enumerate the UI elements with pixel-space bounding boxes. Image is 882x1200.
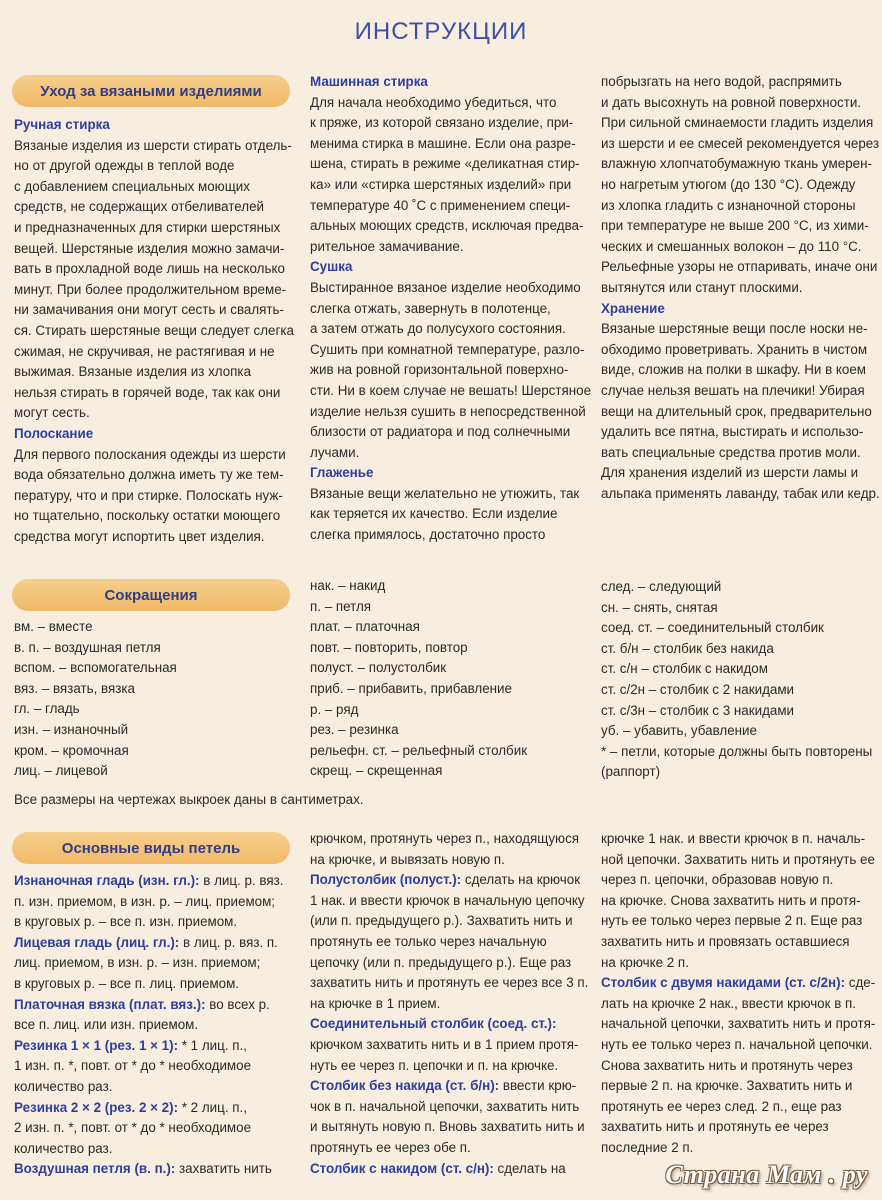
rinse-text [14, 445, 294, 548]
stitch-description: и вытянуть новую п. Вновь захватить нить и [310, 1119, 585, 1135]
text-line [601, 911, 873, 932]
text-line: виде, сложив на полки в шкафу. Ни в коем [601, 362, 867, 378]
text-line [14, 953, 296, 974]
text-line: ст. б/н – столбик без накида [601, 640, 774, 656]
text-line [601, 829, 873, 850]
text-line [14, 871, 296, 892]
text-line: плат. – платочная [310, 619, 420, 635]
hand-wash-title: Ручная стирка [14, 117, 110, 132]
stitch-description: в лиц. р. вяз. п. [179, 934, 278, 950]
stitch-description: захватить нить и провязать оставшиеся [601, 933, 850, 949]
text-line: лиц. – лицевой [14, 763, 108, 779]
stitch-description: захватить нить и протянуть ее через все 3 п. [310, 975, 589, 991]
text-line: Выстиранное вязаное изделие необходимо [310, 279, 581, 295]
text-line: к пряже, из которой связано изделие, при- [310, 115, 574, 131]
text-line [601, 1117, 873, 1138]
text-line: температуре 40 ˚С с применением специ- [310, 197, 571, 213]
stitch-description: нуть ее только через первые 2 п. Еще раз [601, 913, 863, 929]
stitch-description: цепочку (или п. предыдущего р.). Еще раз [310, 954, 572, 970]
text-line [14, 933, 296, 954]
text-line [310, 1035, 592, 1056]
text-line: (раппорт) [601, 764, 661, 780]
text-line: ст. с/2н – столбик с 2 накидами [601, 681, 795, 697]
care-column-1 [14, 115, 294, 547]
stitch-description: первые 2 п. на крючке. Захватить нить и [601, 1078, 853, 1094]
stitch-term: Лицевая гладь (лиц. гл.): [14, 934, 180, 950]
stitch-description: чок в п. начальной цепочки, захватить нить [310, 1098, 580, 1114]
stitch-description: в круговых р. – все п. лиц. приемом. [14, 975, 240, 991]
text-line: рельефн. ст. – рельефный столбик [310, 742, 528, 758]
text-line: ка» или «стирка шерстяных изделий» при [310, 176, 572, 192]
text-line [601, 994, 873, 1015]
text-line [14, 1077, 296, 1098]
text-line: вм. – вместе [14, 619, 93, 634]
text-line [310, 829, 592, 850]
text-line [310, 891, 592, 912]
stitch-description: протянуть ее только через начальную [310, 933, 547, 949]
text-line: ст. с/3н – столбик с 3 накидами [601, 702, 795, 718]
text-line: но тщательно, поскольку остатки моющего [14, 508, 281, 524]
stitch-term: Изнаночная гладь (изн. гл.): [14, 873, 200, 888]
text-line [310, 1097, 592, 1118]
text-line [601, 1097, 873, 1118]
stitch-description: захватить нить [175, 1161, 272, 1177]
stitch-description: во всех р. [205, 996, 270, 1012]
text-line: сн. – снять, снятая [601, 599, 718, 615]
stitch-description: на крючке. Снова захватить нить и протя- [601, 892, 861, 908]
text-line [601, 973, 876, 994]
abbreviations-heading: Сокращения [104, 586, 198, 604]
text-line: лучами. [310, 444, 360, 460]
care-column-2 [310, 72, 592, 546]
text-line: повт. – повторить, повтор [310, 639, 468, 655]
text-line: но нагретым утюгом (до 130 °С). Одежду [601, 176, 856, 192]
stitch-description: Снова захватить нить и протянуть через [601, 1057, 853, 1073]
text-line [310, 1076, 592, 1097]
stitch-term: Воздушная петля (в. п.): [14, 1161, 176, 1177]
text-line: вещей. Шерстяные изделия можно замачи- [14, 240, 285, 256]
stitch-description: на крючке 2 п. [601, 954, 689, 970]
text-line: из хлопка гладить с изнаночной стороны [601, 197, 856, 213]
stitch-description: количество раз. [14, 1078, 113, 1094]
stitch-description: * 2 лиц. п., [178, 1099, 247, 1115]
text-line: рез. – резинка [310, 722, 399, 738]
ironing-continued-text [601, 72, 880, 299]
text-line [310, 932, 592, 953]
text-line: Для хранения изделий из шерсти ламы и [601, 465, 859, 481]
text-line: Рельефные узоры не отпаривать, иначе они [601, 259, 878, 275]
stitch-term: Полустолбик (полуст.): [310, 872, 462, 888]
text-line [14, 1118, 296, 1139]
stitch-term: Соединительный столбик (соед. ст.): [310, 1016, 557, 1032]
text-line: при температуре не выше 200 °С, из хими- [601, 218, 869, 234]
stitches-column-1 [14, 871, 296, 1180]
text-line: вытянутся или станут плоскими. [601, 279, 803, 295]
text-line: средств, не содержащих отбеливателей [14, 199, 265, 215]
text-line [14, 1159, 296, 1180]
text-line: ни замачивания они могут сесть и свалять- [14, 302, 284, 318]
text-line: вать специальные средства против моли. [601, 444, 861, 460]
storage-text [601, 319, 880, 504]
stitch-description: начальной цепочки, захватить нить и протя- [601, 1016, 876, 1032]
stitch-description: сделать на крючок [461, 872, 581, 888]
abbreviations-column-1 [14, 617, 294, 782]
care-heading: Уход за вязаными изделиями [40, 82, 262, 100]
text-line [601, 1076, 873, 1097]
site-watermark: Страна Мам . ру [665, 1160, 868, 1189]
text-line [14, 1056, 296, 1077]
text-line: близости от радиатора и под солнечными [310, 424, 571, 440]
text-line: изн. – изнаночный [14, 721, 129, 737]
text-line: скрещ. – скрещенная [310, 763, 443, 779]
text-line: сжимая, не скручивая, не растягивая и не [14, 343, 275, 359]
stitches-heading-pill [12, 832, 290, 864]
text-line: Вязаные изделия из шерсти стирать отдель- [14, 137, 292, 153]
drying-title: Сушка [310, 259, 353, 275]
stitch-description: протянуть ее через обе п. [310, 1139, 471, 1155]
text-line [601, 1014, 876, 1035]
stitch-description: сде- [845, 975, 876, 991]
text-line: из шерсти и ее смесей рекомендуется через [601, 135, 880, 151]
text-line [14, 912, 296, 933]
stitch-description: лать на крючке 2 нак., ввести крючок в п. [601, 995, 857, 1011]
text-line: сти. Ни в коем случае не вешать! Шерстяное [310, 382, 592, 398]
text-line: шена, стирать в режиме «деликатная стир- [310, 156, 580, 172]
text-line [310, 850, 592, 871]
stitch-description: * 1 лиц. п., [178, 1037, 247, 1053]
text-line: ст. с/н – столбик с накидом [601, 661, 768, 677]
ironing-text [310, 484, 592, 546]
text-line: с добавлением специальных моющих [14, 178, 250, 194]
text-line: п. – петля [310, 598, 372, 614]
rinse-title: Полоскание [14, 425, 94, 441]
text-line [310, 994, 592, 1015]
text-line [14, 1139, 296, 1160]
stitch-description: на крючке в 1 прием. [310, 995, 441, 1011]
stitch-description: захватить нить и протянуть ее через [601, 1119, 829, 1135]
stitch-description: протянуть ее через след. 2 п., еще раз [601, 1098, 842, 1114]
text-line [601, 870, 873, 891]
text-line: вяз. – вязать, вязка [14, 680, 135, 696]
stitches-column-2 [310, 829, 592, 1179]
abbreviations-heading-pill [12, 579, 290, 611]
text-line: гл. – гладь [14, 701, 80, 717]
drying-text [310, 278, 592, 463]
text-line [14, 892, 296, 913]
text-line [310, 1159, 592, 1180]
text-line: удалить все пятна, выстирать и использо- [601, 424, 864, 440]
stitch-description: крючке 1 нак. и ввести крючок в п. началь- [601, 831, 866, 846]
stitch-description: (или п. предыдущего р.). Захватить нить и [310, 913, 573, 929]
care-heading-pill [12, 75, 290, 107]
text-line: жив на ровной горизонтальной поверхно- [310, 362, 569, 378]
text-line: а затем отжать до полусухого состояния. [310, 321, 566, 337]
stitch-description: 1 нак. и ввести крючок в начальную цепочку [310, 892, 585, 908]
stitch-description: на крючке, и вывязать новую п. [310, 851, 505, 867]
text-line: Вязаные вещи желательно не утюжить, так [310, 485, 580, 501]
machine-wash-text [310, 93, 592, 258]
text-line: изделие нельзя сушить в непосредственной [310, 403, 586, 419]
stitch-description: крючком захватить нить и в 1 прием протя- [310, 1036, 579, 1052]
machine-wash-title: Машинная стирка [310, 74, 428, 89]
text-line: альпака применять лаванду, табак или кедр. [601, 485, 880, 501]
text-line [14, 1036, 296, 1057]
text-line: ся. Стирать шерстяные вещи следует слегка [14, 322, 294, 338]
text-line: альных моющих средств, исключая предва- [310, 218, 584, 234]
text-line [601, 953, 873, 974]
text-line [310, 973, 592, 994]
stitch-term: Столбик с накидом (ст. с/н): [310, 1160, 494, 1176]
text-line: вещи на длительный срок, предварительно [601, 403, 872, 419]
stitch-term: Столбик с двумя накидами (ст. с/2н): [601, 975, 846, 991]
hand-wash-text [14, 136, 294, 424]
text-line: могут сесть. [14, 405, 90, 421]
ironing-title: Глаженье [310, 465, 374, 481]
stitches-column-3 [601, 829, 876, 1159]
text-line: кром. – кромочная [14, 742, 129, 758]
stitch-term: Столбик без накида (ст. б/н): [310, 1078, 500, 1094]
text-line: При сильной сминаемости гладить изделия [601, 115, 874, 131]
text-line: уб. – убавить, убавление [601, 723, 757, 739]
stitch-term: Платочная вязка (плат. вяз.): [14, 996, 206, 1012]
text-line: ческих и смешанных волокон – до 110 °С. [601, 238, 862, 254]
text-line [14, 1015, 296, 1036]
text-line [310, 1014, 592, 1035]
text-line: средства могут испортить цвет изделия. [14, 528, 265, 544]
stitch-description: 2 изн. п. *, повт. от * до * необходимое [14, 1120, 252, 1136]
stitch-term: Резинка 2 × 2 (рез. 2 × 2): [14, 1099, 179, 1115]
stitch-description: через п. цепочки, образовав новую п. [601, 872, 834, 888]
stitch-description: нуть ее через п. цепочки и п. на крючке. [310, 1057, 559, 1073]
stitch-description: п. изн. приемом, в изн. р. – лиц. приемом; [14, 893, 276, 909]
stitch-description: нуть ее только через п. начальной цепочки. [601, 1036, 873, 1052]
text-line [601, 1035, 873, 1056]
text-line: рительное замачивание. [310, 238, 464, 254]
text-line [601, 850, 873, 871]
stitch-description: все п. лиц. или изн. приемом. [14, 1017, 199, 1033]
text-line: нельзя стирать в горячей воде, так как они [14, 384, 281, 400]
text-line: и дать высохнуть на ровной поверхности. [601, 94, 862, 110]
text-line: полуст. – полустолбик [310, 660, 447, 676]
text-line: вспом. – вспомогательная [14, 660, 177, 676]
text-line: слегка примялось, достаточно просто [310, 527, 546, 543]
stitch-description: в круговых р. – все п. изн. приемом. [14, 914, 238, 930]
stitch-description: ной цепочки. Захватить нить и протянуть ее [601, 851, 875, 867]
text-line: приб. – прибавить, прибавление [310, 680, 512, 696]
text-line: выжимая. Вязаные изделия из хлопка [14, 364, 252, 380]
text-line [601, 1056, 873, 1077]
stitch-description: в лиц. р. вяз. [199, 873, 284, 888]
text-line: соед. ст. – соединительный столбик [601, 620, 824, 636]
text-line [14, 974, 296, 995]
text-line: как теряется их качество. Если изделие [310, 506, 558, 522]
text-line: Для начала необходимо убедиться, что [310, 94, 557, 110]
sizes-note: Все размеры на чертежах выкроек даны в сантиметрах. [14, 792, 364, 807]
stitch-term: Резинка 1 × 1 (рез. 1 × 1): [14, 1037, 179, 1053]
page-title: ИНСТРУКЦИИ [354, 18, 528, 45]
stitch-description: последние 2 п. [601, 1139, 694, 1155]
text-line: но от другой одежды в теплой воде [14, 158, 235, 174]
text-line [14, 1098, 296, 1119]
abbreviations-column-3 [601, 577, 871, 783]
text-line: побрызгать на него водой, распрямить [601, 74, 842, 89]
text-line: случае нельзя вешать на плечики! Убирая [601, 382, 865, 398]
care-column-3 [601, 72, 880, 504]
text-line: Вязаные шерстяные вещи после носки не- [601, 321, 868, 337]
stitch-description: количество раз. [14, 1140, 113, 1156]
text-line: в. п. – воздушная петля [14, 639, 161, 655]
text-line: и предназначенных для стирки шерстяных [14, 219, 281, 235]
text-line [310, 953, 592, 974]
text-line: вать в прохладной воде лишь на несколько [14, 261, 285, 277]
text-line [310, 911, 592, 932]
stitch-description: лиц. приемом, в изн. р. – изн. приемом; [14, 955, 261, 971]
text-line: обходимо проветривать. Хранить в чистом [601, 341, 868, 357]
text-line [310, 1056, 592, 1077]
stitch-description: крючком, протянуть через п., находящуюся [310, 831, 580, 846]
text-line: влажную хлопчатобумажную ткань умерен- [601, 156, 872, 172]
text-line: Сушить при комнатной температуре, разло- [310, 341, 585, 357]
text-line: нак. – накид [310, 578, 386, 593]
text-line [601, 1138, 873, 1159]
stitch-description: ввести крю- [499, 1078, 577, 1094]
text-line [310, 870, 592, 891]
abbreviations-column-2 [310, 576, 592, 782]
stitch-description: сделать на [493, 1160, 566, 1176]
text-line [310, 1117, 592, 1138]
text-line: слегка отжать, завернуть в полотенце, [310, 300, 551, 316]
text-line [601, 932, 873, 953]
text-line: след. – следующий [601, 579, 722, 594]
text-line [14, 995, 296, 1016]
text-line: минут. При более продолжительном време- [14, 281, 287, 297]
text-line: Для первого полоскания одежды из шерсти [14, 446, 286, 462]
text-line: менима стирка в машине. Если она разре- [310, 135, 576, 151]
text-line: вода обязательно должна иметь ту же тем- [14, 467, 284, 483]
text-line: р. – ряд [310, 701, 359, 717]
text-line: пературу, что и при стирке. Полоскать нуж- [14, 487, 283, 503]
text-line [310, 1138, 592, 1159]
text-line [601, 891, 873, 912]
storage-title: Хранение [601, 300, 665, 316]
stitch-description: 1 изн. п. *, повт. от * до * необходимое [14, 1058, 252, 1074]
stitches-heading: Основные виды петель [61, 839, 241, 857]
text-line: * – петли, которые должны быть повторены [601, 743, 873, 759]
